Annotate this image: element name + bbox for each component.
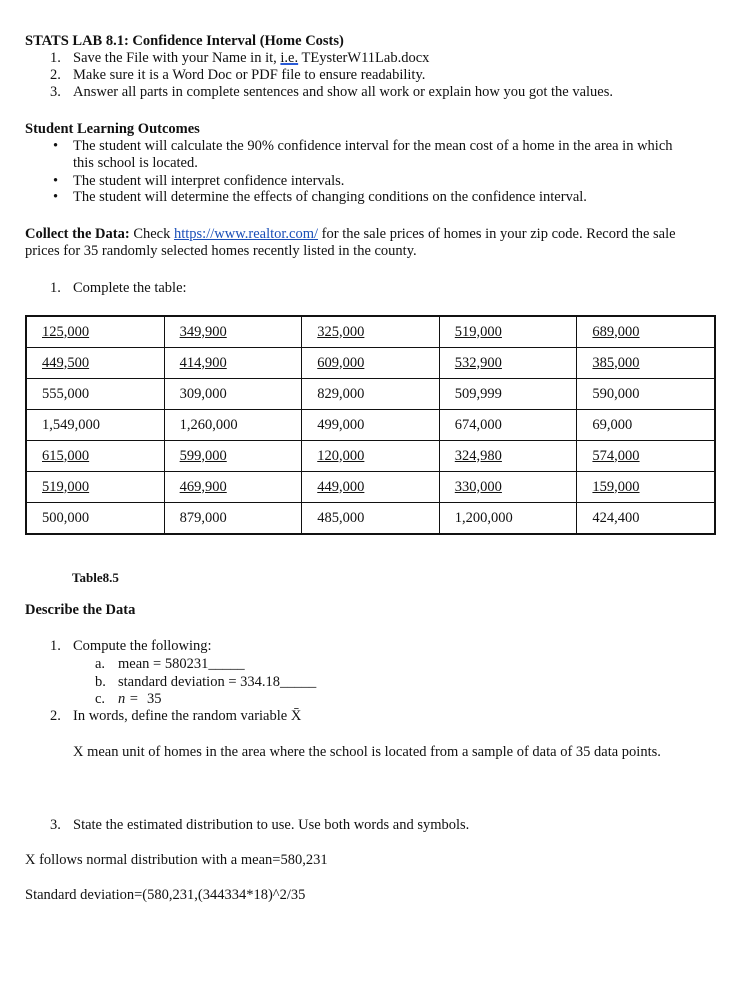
page-title: STATS LAB 8.1: Confidence Interval (Home Costs) [25,33,344,49]
cell-value: 574,000 [592,447,640,464]
cell-value: 485,000 [317,509,365,526]
cell-value: 829,000 [317,385,365,402]
cell-value: 499,000 [317,416,365,433]
table-cell [26,441,164,472]
question-1a: a. mean = 580231_____ [95,656,245,672]
question-3-answer-1: X follows normal distribution with a mean=580,231 [25,852,328,868]
question-3-answer-2: Standard deviation=(580,231,(344334*18)^2/35 [25,887,306,903]
table-row [26,348,715,379]
collect-data-line2: prices for 35 randomly selected homes recently listed in the county. [25,243,417,259]
outcome-1: • The student will calculate the 90% confidence interval for the mean cost of a home in the area in which [53,138,673,154]
table-cell [26,472,164,503]
cell-value: 1,549,000 [42,416,100,433]
table-cell [164,410,302,441]
table-row [26,379,715,410]
table-cell [577,410,715,441]
cell-value: 599,000 [179,447,227,464]
table-caption: Table8.5 [72,570,119,585]
table-cell [302,503,440,535]
question-3: 3. State the estimated distribution to use. Use both words and symbols. [50,817,470,833]
home-prices-table [25,315,716,535]
table-cell [577,348,715,379]
table-cell [439,503,577,535]
question-2-answer: X mean unit of homes in the area where the school is located from a sample of data of 35 data points. [73,744,661,760]
table-cell [164,348,302,379]
table-cell [164,441,302,472]
cell-value: 324,980 [454,447,502,464]
table-cell [302,316,440,348]
cell-value: 519,000 [454,323,502,340]
question-1c: c. n = 35 [95,691,162,707]
table-cell [577,503,715,535]
table-cell [164,472,302,503]
list-number: 1. [50,50,61,66]
table-cell [577,379,715,410]
question-1b: b. standard deviation = 334.18_____ [95,674,317,690]
outcomes-heading: Student Learning Outcomes [25,121,200,137]
table-cell [164,379,302,410]
table-cell [26,410,164,441]
cell-value: 330,000 [454,478,502,495]
table-row [26,503,715,535]
table-cell [26,379,164,410]
cell-value: 424,400 [592,509,640,526]
complete-table-item: 1. Complete the table: [50,280,187,296]
cell-value: 500,000 [42,509,90,526]
realtor-link[interactable]: https://www.realtor.com/ [173,226,319,242]
describe-heading: Describe the Data [25,602,136,618]
instruction-3: 3. Answer all parts in complete sentences and show all work or explain how you got the values. [50,84,613,100]
table-row [26,472,715,503]
cell-value: 325,000 [317,323,365,340]
cell-value: 414,900 [179,354,227,371]
table-row [26,316,715,348]
table-cell [439,472,577,503]
table-cell [26,316,164,348]
outcome-3: • The student will determine the effects of changing conditions on the confidence interval. [53,189,587,205]
table-cell [302,348,440,379]
table-cell [439,316,577,348]
cell-value: 125,000 [42,323,90,340]
cell-value: 689,000 [592,323,640,340]
table-cell [302,441,440,472]
cell-value: 309,000 [179,385,227,402]
cell-value: 469,900 [179,478,227,495]
cell-value: 349,900 [179,323,227,340]
table-cell [577,441,715,472]
table-cell [439,441,577,472]
question-1: 1. Compute the following: [50,638,212,654]
table-cell [302,410,440,441]
cell-value: 532,900 [454,354,502,371]
table-cell [164,503,302,535]
cell-value: 1,200,000 [454,509,513,526]
outcome-2: • The student will interpret confidence intervals. [53,173,345,189]
cell-value: 615,000 [42,447,90,464]
cell-value: 449,500 [42,354,90,371]
table-row [26,410,715,441]
table-cell [302,379,440,410]
cell-value: 449,000 [317,478,365,495]
spellcheck-mark: i.e. [280,50,299,66]
table-cell [26,503,164,535]
table-cell [164,316,302,348]
instruction-1 [50,50,430,67]
table-cell [439,348,577,379]
table-cell [26,348,164,379]
table-cell [577,316,715,348]
cell-value: 879,000 [179,509,227,526]
table-row [26,441,715,472]
cell-value: 69,000 [592,416,633,433]
cell-value: 519,000 [42,478,90,495]
cell-value: 120,000 [317,447,365,464]
instruction-2: 2. Make sure it is a Word Doc or PDF file to ensure readability. [50,67,426,83]
cell-value: 159,000 [592,478,640,495]
instruction-text: Save the File with your Name in it, i.e. TEysterW11Lab.docx [73,50,430,66]
table-cell [439,410,577,441]
cell-value: 609,000 [317,354,365,371]
cell-value: 509,999 [454,385,502,402]
cell-value: 674,000 [454,416,502,433]
cell-value: 555,000 [42,385,90,402]
table-cell [439,379,577,410]
cell-value: 385,000 [592,354,640,371]
outcome-1-cont: this school is located. [73,155,198,171]
question-2: 2. In words, define the random variable X̄ [50,708,302,724]
table-cell [302,472,440,503]
collect-data-paragraph: Collect the Data: Check https://www.realtor.com/ for the sale prices of homes in your zip code. Record the sale [25,226,676,242]
cell-value: 1,260,000 [179,416,238,433]
table-cell [577,472,715,503]
cell-value: 590,000 [592,385,640,402]
